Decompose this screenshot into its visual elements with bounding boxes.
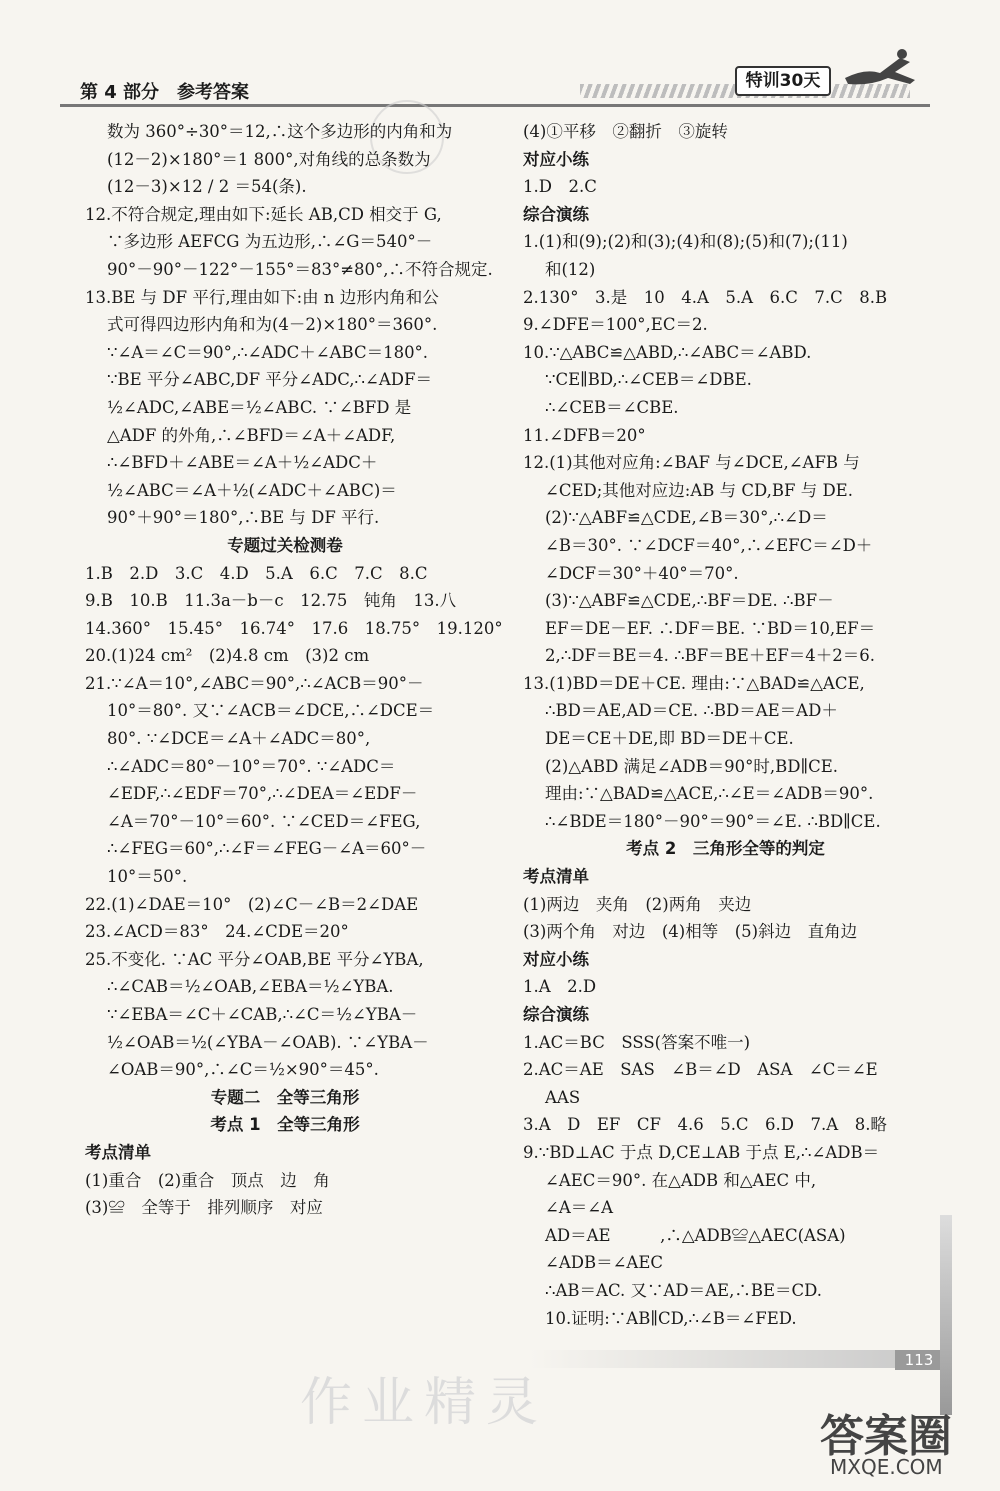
side-edge-bar — [940, 1215, 952, 1415]
watermark-logo: 答案圈 — [820, 1411, 952, 1462]
answer-line: (3)两个角 对边 (4)相等 (5)斜边 直角边 — [523, 922, 858, 942]
answer-line: 20.(1)24 cm² (2)4.8 cm (3)2 cm — [85, 646, 370, 666]
answer-line: 90°－90°－122°－155°＝83°≠80°,∴不符合规定. — [107, 259, 493, 279]
answer-line: ∠ADB＝∠AEC — [545, 1253, 664, 1273]
answer-line: DE＝CE＋DE,即 BD＝DE＋CE. — [545, 729, 794, 749]
answer-line: 11.∠DFB＝20° — [523, 425, 646, 445]
answer-line: 综合演练 — [523, 1005, 589, 1024]
answer-line: 21.∵∠A＝10°,∠ABC＝90°,∴∠ACB＝90°－ — [85, 673, 424, 693]
answer-line: (1)重合 (2)重合 顶点 边 角 — [85, 1170, 330, 1190]
answer-line: ½∠ADC,∠ABE＝½∠ABC. ∵∠BFD 是 — [107, 397, 412, 417]
answer-line: EF＝DE－EF. ∴DF＝BE. ∵BD＝10,EF＝ — [545, 618, 876, 638]
answer-line: ∠CED;其他对应边:AB 与 CD,BF 与 DE. — [545, 480, 853, 500]
answer-line: (2)∵△ABF≌△CDE,∠B＝30°,∴∠D＝ — [545, 508, 828, 528]
answer-line: ∴∠CEB＝∠CBE. — [545, 397, 679, 417]
answer-line: 12.不符合规定,理由如下:延长 AB,CD 相交于 G, — [85, 204, 442, 224]
answer-line: (12－3)×12 / 2 ＝54(条). — [107, 177, 307, 197]
answer-line: (3)∵△ABF≌△CDE,∴BF＝DE. ∴BF－ — [545, 591, 834, 611]
answer-line: ∴∠FEG＝60°,∴∠F＝∠FEG－∠A＝60°－ — [107, 839, 427, 859]
answer-line: 22.(1)∠DAE＝10° (2)∠C－∠B＝2∠DAE — [85, 894, 419, 914]
answer-line: 23.∠ACD＝83° 24.∠CDE＝20° — [85, 922, 349, 942]
answer-line: 12.(1)其他对应角:∠BAF 与∠DCE,∠AFB 与 — [523, 453, 860, 473]
answer-line: ∠OAB＝90°,∴∠C＝½×90°＝45°. — [107, 1060, 379, 1080]
answer-line: 80°. ∵∠DCE＝∠A＋∠ADC＝80°, — [107, 729, 371, 749]
answer-line: ½∠ABC＝∠A＋½(∠ADC＋∠ABC)＝ — [107, 480, 397, 500]
answer-line: 2.130° 3.是 10 4.A 5.A 6.C 7.C 8.B — [523, 287, 888, 307]
training-badge: 特训30天 — [735, 66, 831, 96]
answer-line: 10.证明:∵AB∥CD,∴∠B＝∠FED. — [545, 1308, 797, 1328]
answer-line: 1.B 2.D 3.C 4.D 5.A 6.C 7.C 8.C — [85, 563, 428, 583]
answer-line: 对应小练 — [523, 149, 589, 169]
answer-line: 13.BE 与 DF 平行,理由如下:由 n 边形内角和公 — [85, 287, 439, 307]
answer-line: ∠EDF,∴∠EDF＝70°,∴∠DEA＝∠EDF－ — [107, 784, 418, 804]
answer-line: (12－2)×180°＝1 800°,对角线的总条数为 — [107, 149, 431, 169]
answer-line: 2.AC＝AE SAS ∠B＝∠D ASA ∠C＝∠E — [523, 1060, 878, 1080]
answer-line: ∵CE∥BD,∴∠CEB＝∠DBE. — [545, 370, 752, 390]
answer-line: 9.B 10.B 11.3a－b－c 12.75 钝角 13.八 — [85, 591, 457, 611]
answer-line: 理由:∵△BAD≌△ACE,∴∠E＝∠ADB＝90°. — [545, 784, 874, 804]
answer-line: (1)两边 夹角 (2)两角 夹边 — [523, 894, 752, 914]
answer-line: ∴AB＝AC. 又∵AD＝AE,∴BE＝CD. — [545, 1280, 823, 1300]
answer-line: ∠A＝70°－10°＝60°. ∵∠CED＝∠FEG, — [107, 811, 421, 831]
answer-line: 14.360° 15.45° 16.74° 17.6 18.75° 19.120° — [85, 618, 503, 638]
answer-line: ∴∠BDE＝180°－90°＝90°＝∠E. ∴BD∥CE. — [545, 811, 881, 831]
answer-line: ½∠OAB＝½(∠YBA－∠OAB). ∵∠YBA－ — [107, 1032, 429, 1052]
answer-line: 10.∵△ABC≌△ABD,∴∠ABC＝∠ABD. — [523, 342, 812, 362]
answer-line: (3)≌ 全等于 排列顺序 对应 — [85, 1198, 323, 1218]
answer-line: 专题二 全等三角形 — [210, 1087, 360, 1107]
page-number: 113 — [895, 1350, 943, 1370]
answer-line: 数为 360°÷30°＝12,∴这个多边形的内角和为 — [107, 122, 453, 141]
answer-line: 9.∵BD⊥AC 于点 D,CE⊥AB 于点 E,∴∠ADB＝ — [523, 1142, 880, 1162]
answer-line: ∴BD＝AE,AD＝CE. ∴BD＝AE＝AD＋ — [545, 701, 838, 721]
answer-line: 1.A 2.D — [523, 977, 597, 997]
page-header — [60, 71, 930, 104]
footer-band — [530, 1350, 930, 1368]
watermark-text: 作业精灵 — [300, 1373, 549, 1433]
answer-line: ∵∠A＝∠C＝90°,∴∠ADC＋∠ABC＝180°. — [107, 342, 429, 362]
right-answer-column — [523, 118, 928, 1332]
answer-line: ∠AEC＝90°. 在△ADB 和△AEC 中, — [545, 1170, 817, 1190]
answer-line: 专题过关检测卷 — [227, 535, 343, 555]
left-answer-column — [85, 118, 503, 1222]
answer-line: 10°＝50°. — [107, 867, 188, 887]
answer-line: 13.(1)BD＝DE＋CE. 理由:∵△BAD≌△ACE, — [523, 673, 865, 693]
answer-line: 1.AC＝BC SSS(答案不唯一) — [523, 1032, 751, 1052]
section-title: 第 4 部分 参考答案 — [80, 82, 250, 103]
answer-line: 2,∴DF＝BE＝4. ∴BF＝BE＋EF＝4＋2＝6. — [545, 646, 876, 666]
answer-line: ∴∠CAB＝½∠OAB,∠EBA＝½∠YBA. — [107, 977, 394, 997]
answer-line: 综合演练 — [523, 204, 589, 224]
answer-line: 1.D 2.C — [523, 177, 597, 197]
answer-line: ∠A＝∠A — [545, 1198, 613, 1218]
answer-line: (2)△ABD 满足∠ADB＝90°时,BD∥CE. — [545, 756, 839, 776]
answer-line: 考点清单 — [523, 867, 589, 887]
answer-line: ∴∠ADC＝80°－10°＝70°. ∵∠ADC＝ — [107, 756, 396, 776]
answer-line: (4)①平移 ②翻折 ③旋转 — [523, 122, 728, 141]
answer-line: 考点 1 全等三角形 — [210, 1115, 360, 1135]
watermark-url: MXQE.COM — [830, 1455, 943, 1479]
header-rule — [60, 104, 930, 107]
answer-line: 考点清单 — [85, 1142, 151, 1162]
answer-line: ∠B＝30°. ∵∠DCF＝40°,∴∠EFC＝∠D＋ — [545, 535, 873, 555]
answer-line: 10°＝80°. 又∵∠ACB＝∠DCE,∴∠DCE＝ — [107, 701, 435, 721]
answer-line: 式可得四边形内角和为(4－2)×180°＝360°. — [107, 315, 438, 335]
answer-line: 25.不变化. ∵AC 平分∠OAB,BE 平分∠YBA, — [85, 949, 424, 969]
answer-line: AAS — [545, 1087, 581, 1107]
answer-line: △ADF 的外角,∴∠BFD＝∠A＋∠ADF, — [107, 425, 396, 445]
answer-line: ∴∠BFD＋∠ABE＝∠A＋½∠ADC＋ — [107, 453, 378, 473]
answer-line: 和(12) — [545, 259, 596, 279]
runner-icon — [840, 48, 920, 98]
answer-line: 对应小练 — [523, 949, 589, 969]
answer-line: ∠DCF＝30°＋40°＝70°. — [545, 563, 739, 583]
answer-line: 9.∠DFE＝100°,EC＝2. — [523, 315, 708, 335]
answer-line: 3.A D EF CF 4.6 5.C 6.D 7.A 8.略 — [523, 1115, 887, 1135]
answer-line: ∵多边形 AEFCG 为五边形,∴∠G＝540°－ — [107, 232, 433, 252]
answer-line: ∵BE 平分∠ABC,DF 平分∠ADC,∴∠ADF＝ — [107, 370, 432, 390]
answer-line: 90°＋90°＝180°,∴BE 与 DF 平行. — [107, 508, 380, 528]
answer-line: AD＝AE ,∴△ADB≌△AEC(ASA) — [545, 1225, 846, 1245]
answer-line: ∵∠EBA＝∠C＋∠CAB,∴∠C＝½∠YBA－ — [107, 1005, 418, 1024]
answer-line: 1.(1)和(9);(2)和(3);(4)和(8);(5)和(7);(11) — [523, 232, 848, 252]
answer-line: 考点 2 三角形全等的判定 — [626, 839, 825, 859]
